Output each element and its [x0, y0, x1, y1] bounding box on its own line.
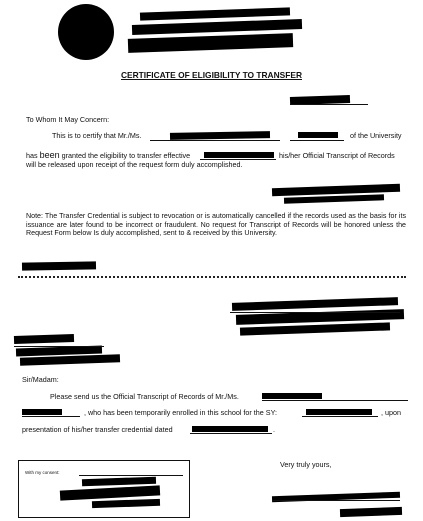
granted-text: [26, 151, 190, 160]
certificate-title: CERTIFICATE OF ELIGIBILITY TO TRANSFER: [121, 70, 302, 80]
university-seal-redacted: [58, 4, 114, 60]
has-word: has: [26, 151, 38, 160]
university-text: of the University: [350, 131, 402, 140]
request-line-3: presentation of his/her transfer credential dated: [22, 425, 173, 434]
addressee-redaction-1: [14, 334, 74, 344]
request-line-1: Please send us the Official Transcript of Records of Mr./Ms.: [50, 392, 239, 401]
header-redaction-3: [128, 33, 293, 53]
salutation: To Whom It May Concern:: [26, 115, 110, 124]
addressee-line: [14, 346, 104, 347]
request-name-line-2: [22, 416, 80, 417]
header-redaction-1: [140, 7, 290, 20]
been-word: been: [39, 150, 60, 160]
date-line: [290, 104, 368, 105]
effective-date-redaction: [204, 152, 274, 158]
credential-date-line: [190, 433, 272, 434]
sy-redaction: [306, 409, 372, 415]
student-name-line: [150, 140, 280, 141]
school-redaction-3: [240, 322, 390, 335]
closing-text: Very truly yours,: [280, 460, 332, 469]
request-name-redaction: [262, 393, 322, 399]
release-text: will be released upon receipt of the request form duly accomplished.: [26, 160, 243, 169]
credential-date-redaction: [192, 426, 268, 432]
header-redaction-2: [132, 19, 302, 35]
left-redaction: [22, 261, 96, 270]
signature-line: [272, 500, 400, 501]
request-salutation: Sir/Madam:: [22, 375, 59, 384]
signature-redaction-2: [340, 507, 402, 517]
addressee-redaction-3: [20, 354, 120, 365]
period-text: .: [273, 425, 275, 434]
course-redaction: [298, 132, 338, 138]
school-redaction-1: [232, 297, 398, 311]
request-name-redaction-2: [22, 409, 62, 415]
course-line: [290, 140, 344, 141]
consent-label: With my consent:: [25, 470, 60, 475]
request-line-2: , who has been temporarily enrolled in this school for the SY:: [84, 408, 277, 417]
upon-text: , upon: [381, 408, 401, 417]
certify-text: This is to certify that Mr./Ms.: [52, 131, 142, 140]
consent-signature-line: [79, 475, 183, 476]
school-line: [230, 312, 400, 313]
granted-rest: granted the eligibility to transfer effective: [61, 151, 191, 160]
sy-line: [302, 416, 378, 417]
cut-line: [18, 276, 406, 278]
registrar-redaction-2: [284, 194, 384, 203]
request-name-line: [262, 400, 408, 401]
transcript-text: his/her Official Transcript of Records: [279, 151, 395, 160]
note-paragraph: Note: The Transfer Credential is subject to revocation or is automatically cancelled if the records used as the basis for its issuance are later found to be incorrect or fraudulent. No request for Transcript of Records will be honored unless the Request Form below Is duly accomplished, sent to & received by this University.: [26, 212, 406, 238]
student-name-redaction: [170, 131, 270, 140]
